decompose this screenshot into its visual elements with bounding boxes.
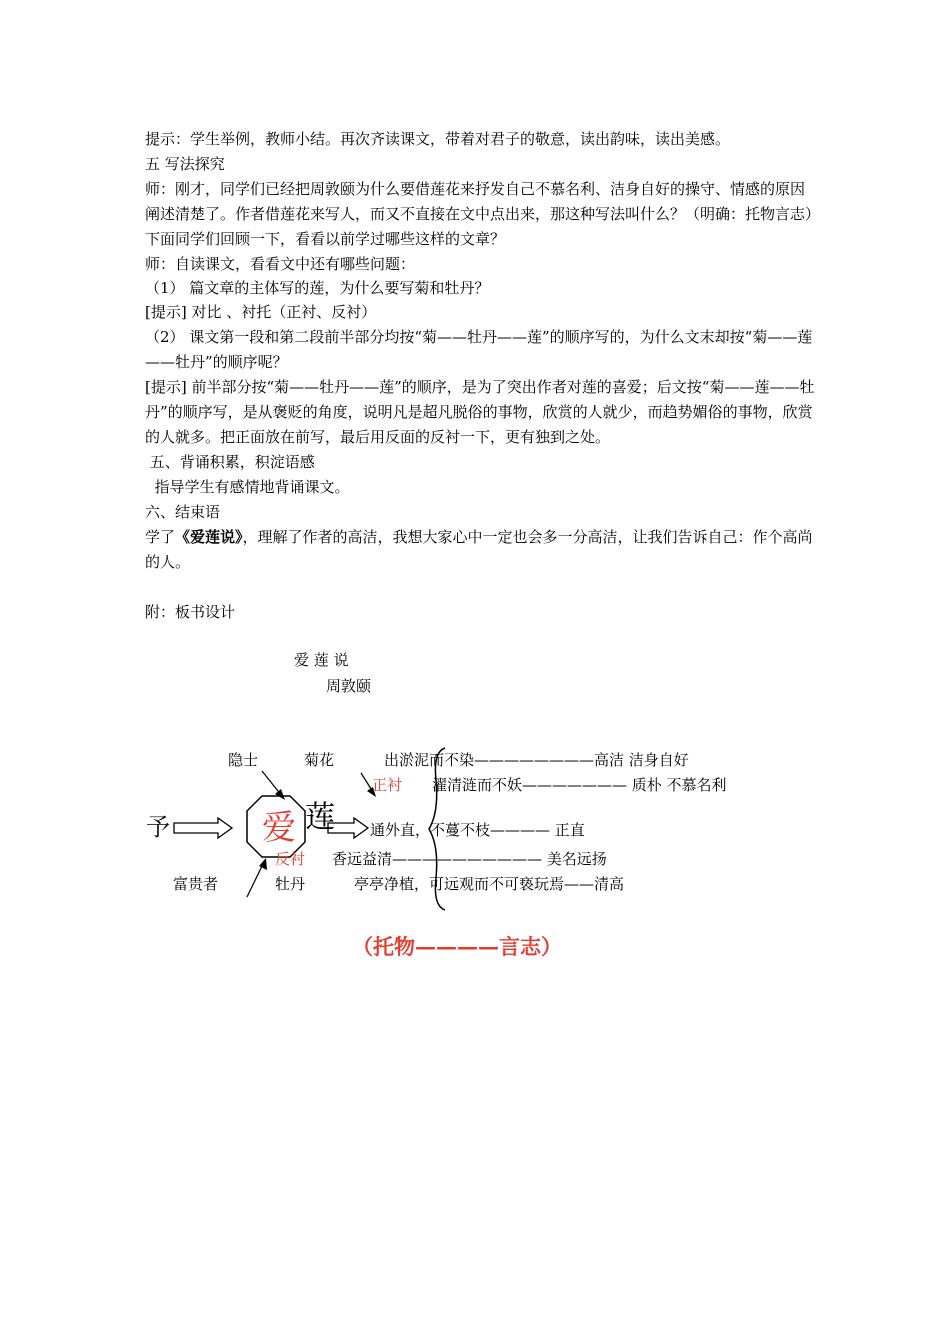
board-motto: （托物————言志） — [352, 934, 562, 959]
label-zhengchen: 正衬 — [372, 776, 403, 794]
label-juhua: 菊花 — [304, 751, 335, 769]
board-line-4: 香远益清—————————— 美名远扬 — [332, 850, 607, 868]
paragraph-hint: 提示：学生举例，教师小结。再次齐读课文，带着对君子的敬意，读出韵味，读出美感。 — [145, 130, 731, 148]
question-2: （2） 课文第一段和第二段前半部分均按“菊——牡丹——莲”的顺序写的，为什么文末却按“菊——莲——牡丹”的顺序呢？ — [145, 328, 813, 371]
paragraph-teacher-2: 师：自读课文，看看文中还有哪些问题： — [145, 255, 416, 273]
closing-title: 《爱莲说》 — [175, 528, 243, 546]
question-1: （1） 篇文章的主体写的莲，为什么要写菊和牡丹？ — [145, 279, 490, 297]
appendix-label: 附：板书设计 — [145, 603, 236, 621]
char-lian: 莲 — [305, 800, 335, 835]
board-line-5: 亭亭净植，可远观而不可亵玩焉——清高 — [354, 875, 625, 893]
board-author: 周敦颐 — [326, 677, 372, 695]
board-line-1: 出淤泥而不染————————高洁 洁身自好 — [384, 751, 689, 769]
hint-1: [提示] 对比 、衬托（正衬、反衬） — [145, 303, 377, 321]
hollow-arrow-left — [174, 818, 232, 838]
paragraph-recite: 指导学生有感情地背诵课文。 — [145, 478, 350, 496]
label-mudan: 牡丹 — [275, 875, 306, 893]
board-line-3: 通外直，不蔓不枝———— 正直 — [370, 821, 585, 839]
section-heading-recite: 五、背诵积累，积淀语感 — [145, 453, 315, 471]
label-fuguizhe: 富贵者 — [173, 875, 219, 893]
arrow-fuguizhe — [247, 864, 263, 897]
board-line-2: 濯清涟而不妖——————— 质朴 不慕名利 — [432, 776, 727, 794]
char-yu: 予 — [146, 813, 170, 841]
section-heading-writing: 五 写法探究 — [145, 155, 225, 173]
section-heading-closing: 六、结束语 — [145, 503, 221, 521]
label-yinshi: 隐士 — [228, 751, 259, 769]
label-fanchen: 反衬 — [275, 850, 306, 868]
paragraph-teacher-1: 师：刚才，同学们已经把周敦颐为什么要借莲花来抒发自己不慕名利、洁身自好的操守、情感的原因阐述清楚了。作者借莲花来写人，而又不直接在文中点出来，那这种写法叫什么？（明确：托物言志）下面同学们回顾一下，看看以前学过哪些这样的文章？ — [145, 180, 813, 248]
paragraph-closing: 学了《爱莲说》，理解了作者的高洁，我想大家心中一定也会多一分高洁，让我们告诉自己：作个高尚的人。 — [145, 528, 813, 571]
hint-2: [提示] 前半部分按“菊——牡丹——莲”的顺序，是为了突出作者对莲的喜爱；后文按“菊——莲——牡丹”的顺序写，是从褒贬的角度，说明凡是超凡脱俗的事物，欣赏的人就少，而趋势媚俗的事物，欣赏的人就多。把正面放在前写，最后用反面的反衬一下，更有独到之处。 — [145, 378, 815, 446]
char-ai: 爱 — [262, 808, 296, 848]
board-title: 爱 莲 说 — [294, 651, 349, 669]
